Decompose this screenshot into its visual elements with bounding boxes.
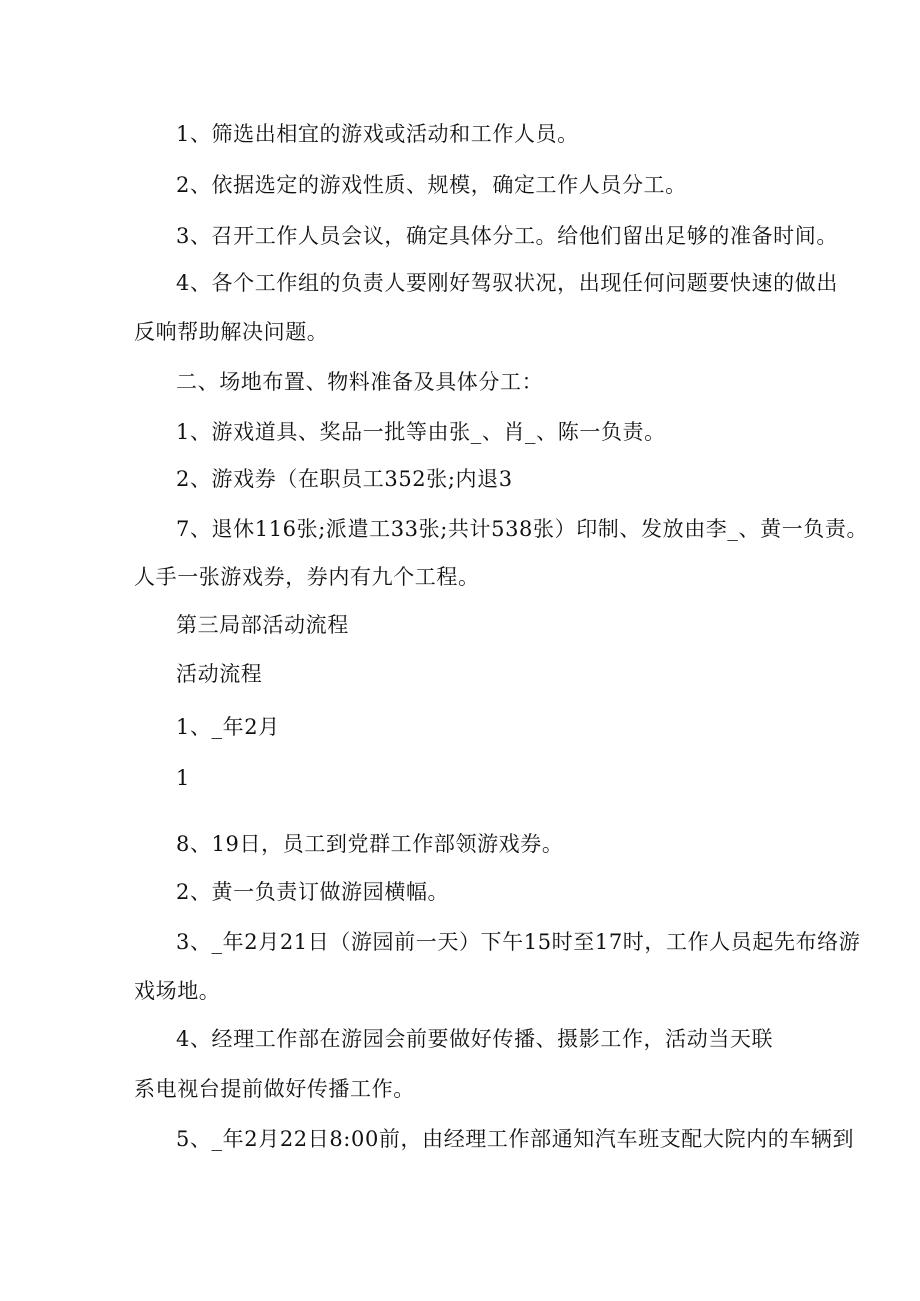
paragraph-line: 5、_年2月22日8:00前，由经理工作部通知汽车班支配大院内的车辆到 <box>176 1127 855 1151</box>
paragraph-line: 2、依据选定的游戏性质、规模，确定工作人员分工。 <box>176 173 687 197</box>
paragraph-line: 3、召开工作人员会议，确定具体分工。给他们留出足够的准备时间。 <box>176 224 838 248</box>
section-heading: 活动流程 <box>176 662 263 686</box>
paragraph-line: 4、各个工作组的负责人要刚好驾驭状况，出现任何问题要快速的做出 <box>176 271 838 295</box>
paragraph-line: 反响帮助解决问题。 <box>134 320 329 344</box>
paragraph-line: 7、退休116张;派遣工33张;共计538张）印制、发放由李_、黄一负责。 <box>176 517 869 541</box>
paragraph-line: 系电视台提前做好传播工作。 <box>134 1077 415 1101</box>
paragraph-line: 人手一张游戏券，券内有九个工程。 <box>134 565 480 589</box>
section-heading: 二、场地布置、物料准备及具体分工： <box>176 370 544 394</box>
paragraph-line: 1、筛选出相宜的游戏或活动和工作人员。 <box>176 122 579 146</box>
paragraph-line: 1、_年2月 <box>176 715 280 739</box>
paragraph-line: 8、19日，员工到党群工作部领游戏券。 <box>176 832 564 856</box>
paragraph-line: 2、游戏券（在职员工352张;内退3 <box>176 467 513 491</box>
paragraph-line: 2、黄一负责订做游园横幅。 <box>176 880 450 904</box>
paragraph-line: 戏场地。 <box>134 979 221 1003</box>
section-heading: 第三局部活动流程 <box>176 613 349 637</box>
paragraph-line: 1、游戏道具、奖品一批等由张_、肖_、陈一负责。 <box>176 420 666 444</box>
paragraph-line: 4、经理工作部在游园会前要做好传播、摄影工作，活动当天联 <box>176 1027 774 1051</box>
paragraph-line: 1 <box>176 766 190 790</box>
paragraph-line: 3、_年2月21日（游园前一天）下午15时至17时，工作人员起先布络游 <box>176 930 861 954</box>
